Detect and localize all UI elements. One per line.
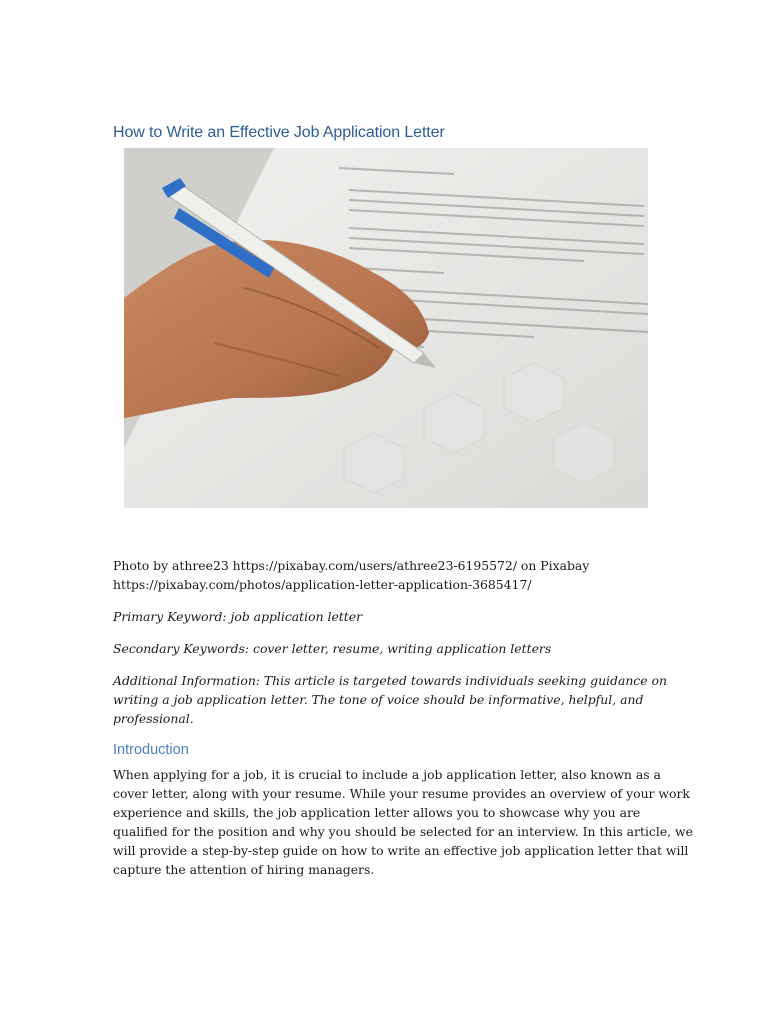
additional-info-line: writing a job application letter. The tone of voice should be informative, helpful, and: [113, 692, 644, 707]
intro-line: cover letter, along with your resume. While your resume provides an overview of your work: [113, 786, 690, 801]
primary-keyword: Primary Keyword: job application letter: [113, 609, 363, 624]
document-title: How to Write an Effective Job Application Letter: [113, 124, 445, 141]
introduction-paragraph: [113, 765, 693, 879]
photo-credit-line: https://pixabay.com/photos/application-letter-application-3685417/: [113, 577, 532, 592]
intro-line: When applying for a job, it is crucial to include a job application letter, also known as a: [113, 767, 661, 782]
additional-information: [113, 671, 667, 728]
secondary-keywords: Secondary Keywords: cover letter, resume, writing application letters: [113, 641, 552, 656]
intro-line: experience and skills, the job application letter allows you to showcase why you are: [113, 805, 641, 820]
photo-illustration: [124, 148, 648, 508]
intro-line: qualified for the position and why you should be selected for an interview. In this article, we: [113, 824, 693, 839]
additional-info-line: Additional Information: This article is targeted towards individuals seeking guidance on: [113, 673, 667, 688]
photo-credit-line: Photo by athree23 https://pixabay.com/users/athree23-6195572/ on Pixabay: [113, 558, 590, 573]
hand-writing-letter-photo: [124, 148, 648, 508]
intro-line: capture the attention of hiring managers.: [113, 862, 375, 877]
introduction-heading: Introduction: [113, 742, 189, 758]
additional-info-line: professional.: [113, 711, 194, 726]
intro-line: will provide a step-by-step guide on how to write an effective job application letter that will: [113, 843, 689, 858]
photo-credit: [113, 556, 658, 594]
